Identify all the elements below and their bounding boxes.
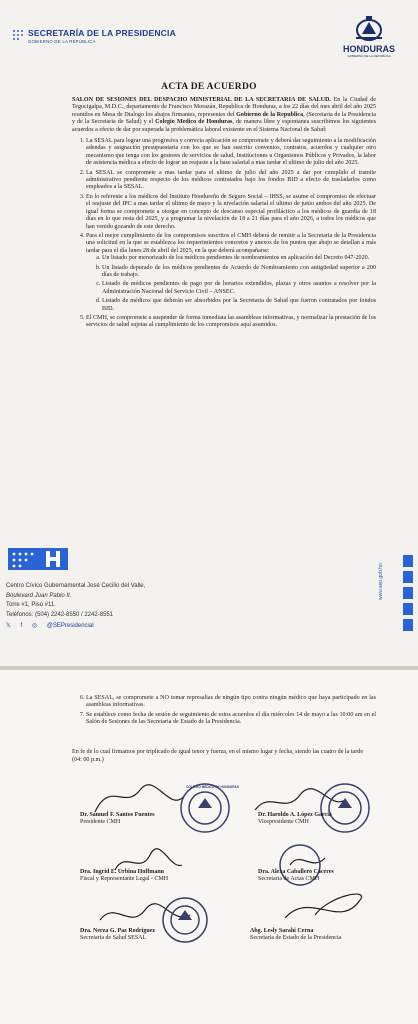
- intro-text-3: , de manera libre y espontanea suscribimos los siguientes acuerdos a efecto de dar por superada la problemática laboral existente en el Sistema Nacional de Salud:: [72, 119, 376, 133]
- honduras-logo-text: HONDURAS: [342, 44, 395, 54]
- institution-header: [28, 28, 176, 44]
- agreement-item-6: 6. La SESAL, se compromete a NO tomar represalias de ningún tipo contra ningún médico que haya participado en las asambleas informativas.: [86, 695, 376, 710]
- signatory-name: Dra. Alexa Caballero Cáceres: [258, 869, 334, 875]
- document-body: [72, 97, 376, 332]
- signatory-name: Abg. Lesly Sarahi Cerna: [250, 928, 314, 934]
- social-handle[interactable]: @SEPresidencial: [46, 623, 94, 629]
- signature-block-6: [250, 928, 341, 943]
- address-line-2: Boulevard Juan Pablo II.: [6, 592, 72, 599]
- h-logo-icon: [8, 548, 68, 570]
- signature-block-2: [258, 812, 332, 827]
- closing-paragraph: En fe de lo cual firmamos por triplicado de igual tenor y fuerza, en el mismo lugar y fecha, siendo las cuatro de la tarde (04: 00 p.m.): [72, 749, 364, 763]
- signatory-name: Dr. Samuel F. Santos Fuentes: [80, 812, 155, 818]
- intro-party-cmh: Colegio Medico de Honduras: [155, 119, 233, 126]
- sub-item-c: c. Listado de médicos pendientes de pago por de horarios extendidos, plazas y otros asuntos a resolver por la Administración Nacional del Servicio Civil – ANSEC.: [102, 281, 376, 296]
- signatory-role: Presidente CMH: [80, 819, 121, 826]
- agreement-item-5: 5. El CMH, se compromete a suspender de forma inmediata las asambleas informativas, y normalizar la prestación de los servicios de salud sujetas al cumplimiento de los compromisos aquí asumidos.: [86, 315, 376, 330]
- signature-block-5: [80, 928, 155, 943]
- dots-logo-icon: [12, 29, 26, 43]
- intro-text-2: , (Secretaria de la Presidencia y de la Secretaria de Salud) y el: [72, 111, 377, 126]
- facebook-icon[interactable]: f: [20, 623, 23, 629]
- signatures-and-seals-graphic: [0, 770, 418, 970]
- institution-subtitle: GOBIERNO DE LA REPÚBLICA: [28, 39, 96, 44]
- document-title: ACTA DE ACUERDO: [161, 82, 257, 92]
- agreement-item-4-sublist: [86, 255, 376, 313]
- phone-numbers: Teléfonos: (504) 2242-8550 / 2242-8551: [6, 611, 114, 618]
- sub-item-b: b. Un listado depurado de los médicos pendientes de Acuerdo de Nombramiento con antigüedad superior a 200 días de trabajo.: [102, 265, 376, 280]
- sub-item-a: a. Un listado por menorizado de los médicos pendientes de nombramientos en aplicación del Decreto 047-2020.: [102, 255, 376, 262]
- agreement-item-3: 3. En lo referente a los médicos del Instituto Hondureño de Seguro Social – IHSS, se asume el compromiso de efectuar el reajuste del IPC a mas tardar el ultimo de mayo y la nivelación salarial el ultimo de junio ambos del año 2025. De igual forma se compromete a otorgar en concepto de descanso especial profiláctico a los médicos de guardia de 18 días en lo que resta del 2025, y a programar la nivelación de 18 a 21 días para el año 2026, a todos los médicos que han venido gozando de este derecho.: [86, 194, 376, 231]
- address-line-1: Centro Cívico Gubernamental José Cecilio del Valle,: [6, 583, 146, 589]
- signature-block-3: [80, 869, 168, 884]
- agreements-list-continued: [72, 695, 376, 727]
- instagram-icon[interactable]: ◎: [31, 623, 38, 629]
- signatory-role: Secretaria de Estado de la Presidencia: [250, 935, 342, 942]
- address-line-3: Torre #1, Piso #11.: [6, 602, 56, 608]
- social-links: [6, 622, 102, 629]
- twitter-icon[interactable]: 𝕏: [6, 623, 11, 629]
- intro-paragraph: [72, 97, 376, 134]
- signatory-name: Dr. Haroldo A. López Garcia: [258, 812, 332, 818]
- side-accent-bars: [401, 555, 415, 655]
- website-vertical[interactable]: www.sep.gob.hn: [378, 563, 384, 600]
- honduras-logo-subtitle: GOBIERNO DE LA REPÚBLICA: [347, 54, 391, 58]
- signature-block-4: [258, 869, 334, 884]
- seal-label: COLEGIO MÉDICO DE HONDURAS: [186, 785, 239, 789]
- continued-agreements: [72, 695, 376, 729]
- intro-text: En la Ciudad de Tegucigalpa, M.D.C., departamento de Francisco Morazán, Republica de Honduras, a los 22 días del mes abril del año 2025 reunidos en Mesa de Dialogo los abajos firmantes, representes del: [72, 97, 376, 118]
- signatory-name: Dra. Nerza G. Paz Rodriguez: [80, 928, 155, 934]
- intro-party-government: Gobierno de la Republica: [236, 111, 304, 118]
- honduras-logo: [334, 14, 404, 58]
- agreement-item-2: 2. La SESAL se compromete a mas tardar para el ultimo de julio del año 2025 a dar por cumplido el tramite administrativo pendiente respecto de los médicos contratados bajo los fondos BID a efecto de trasladarlos como empleados a la SESAL.: [86, 170, 376, 192]
- institution-title: SECRETARÍA DE LA PRESIDENCIA: [28, 28, 176, 38]
- signatory-role: Fiscal y Representante Legal - CMH: [80, 876, 169, 883]
- coat-of-arms-icon: [352, 14, 386, 44]
- signatory-role: Secretaria de Actas CMH: [258, 876, 320, 883]
- signatory-role: Vicepresidente CMH: [258, 819, 309, 826]
- agreements-list: [72, 138, 376, 330]
- signatory-name: Dra. Ingrid E. Urbina Hoffmann: [80, 869, 165, 875]
- signature-block-1: [80, 812, 155, 827]
- agreement-item-1: 1. La SESAL para lograr una progresiva y correcta aplicación se compromete y deberá dar seguimiento a la modificación adendas y asignación presupuestaria con los que se han suscrito convenios, contratos, acuerdos y cualquier otro mecanismo que tenga con los gestores de servicios de salud, Instituciones u Organismos Públicos y Privados, la labor de asistencia médica a efecto de lograr un reajuste a la base salarial a mas tardar el ultimo de julio del año 2025.: [86, 138, 376, 168]
- agreement-item-4: [86, 233, 376, 313]
- letterhead-footer: [0, 548, 418, 668]
- agreement-item-4-text: Para el mejor cumplimiento de los compromisos suscritos el CMH deberá de remitir a la Secretaria de la Presidencia una solicitud en la que se establezca los requerimientos concretos y anexos de los puntos que abajo se detallan a más tardar para el día lunes 28 de abril del 2025, en la que deberá acompañarse:: [86, 232, 376, 254]
- sub-item-d: d. Listado de médicos que deberán ser absorbidos por la Secretaria de Salud que fueron contratados por fondos BID.: [102, 298, 376, 313]
- address-block: [6, 582, 145, 620]
- signatory-role: Secretaria de Salud SESAL: [80, 935, 147, 942]
- agreement-item-7: 7. Se establece como fecha de sesión de seguimiento de estos acuerdos el día miércoles 14 de mayo a las 10:00 am en el Salón de Sesiones de las Secretaria de Estado de la Presidencia.: [86, 712, 376, 727]
- intro-heading: SALON DE SESIONES DEL DESPACHO MINISTERIAL DE LA SECRETARIA DE SALUD.: [72, 97, 331, 103]
